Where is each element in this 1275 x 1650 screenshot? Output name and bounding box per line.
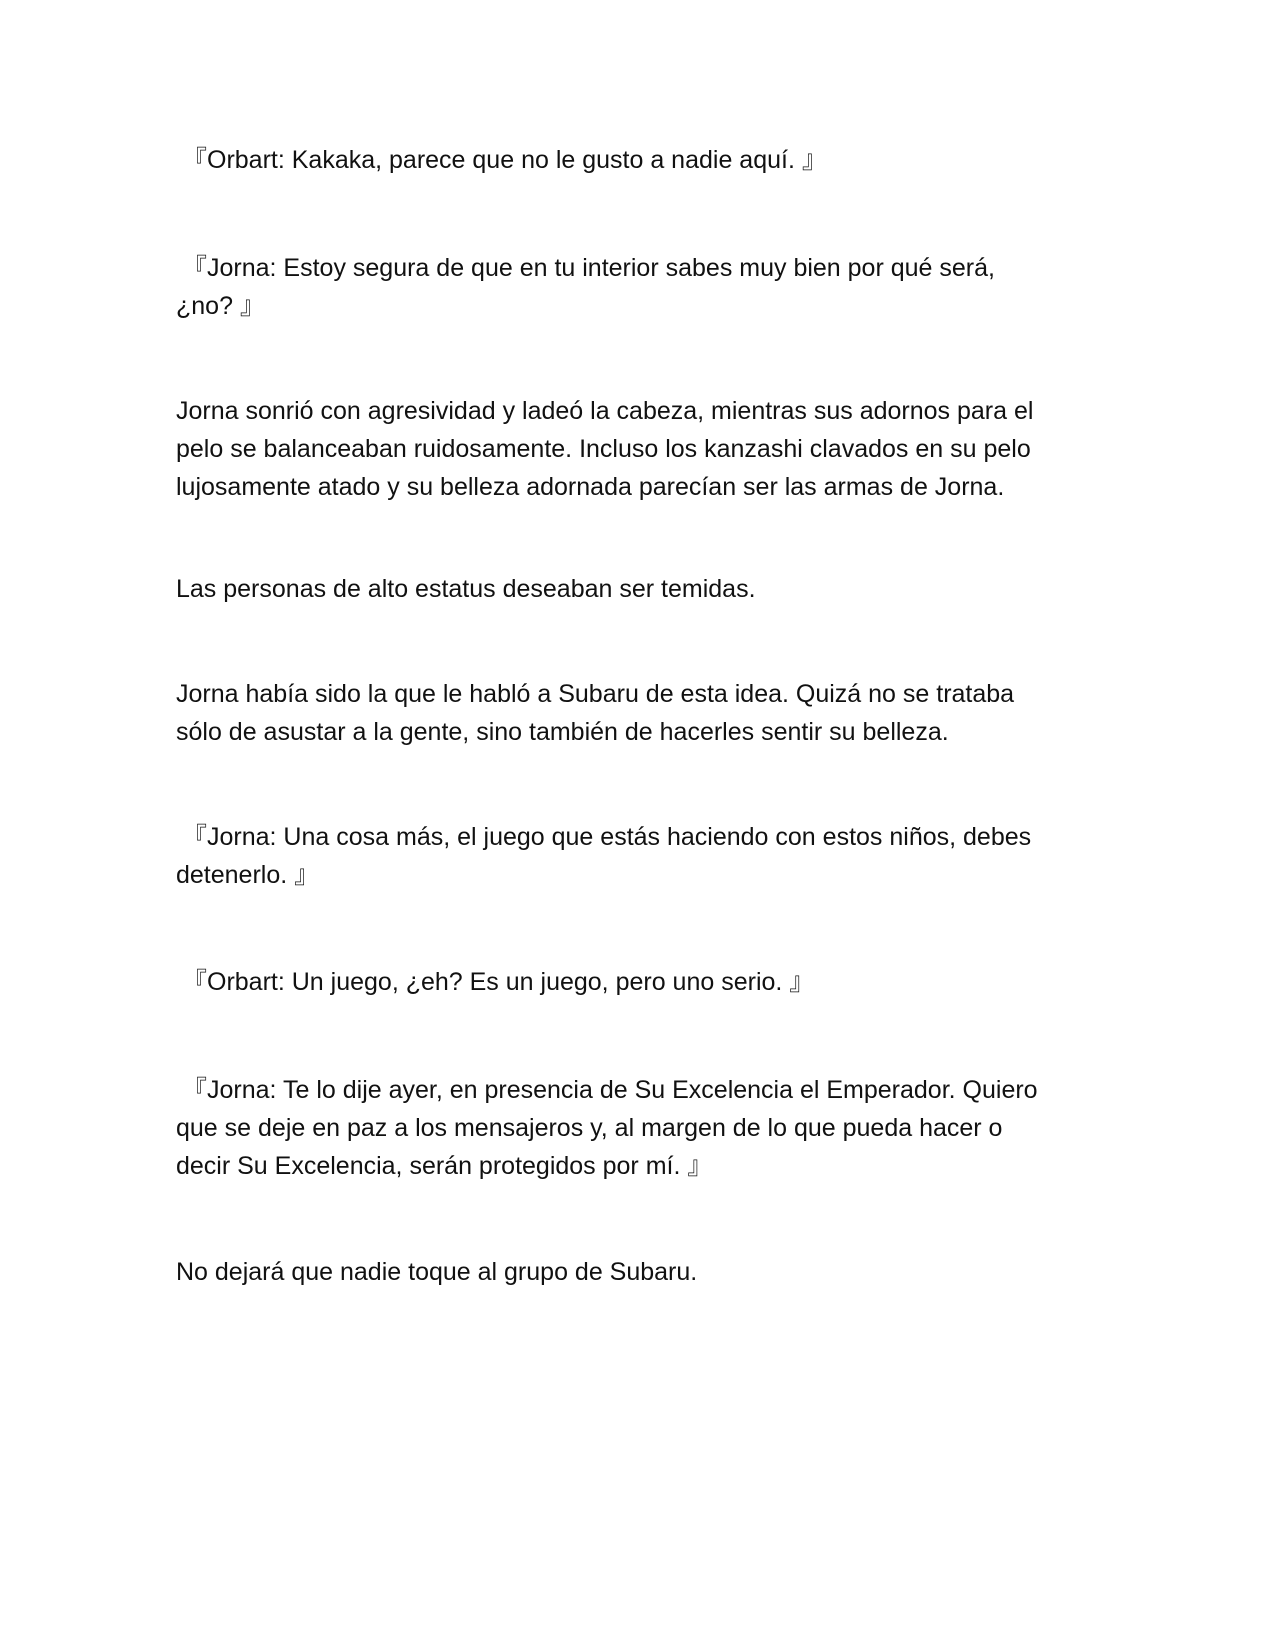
text-line: 『Jorna: Te lo dije ayer, en presencia de Su Excelencia el Emperador. Quiero bbox=[182, 1076, 1038, 1104]
text-line: Jorna sonrió con agresividad y ladeó la cabeza, mientras sus adornos para el bbox=[176, 397, 1034, 425]
paragraph-alto-estatus bbox=[176, 570, 1096, 608]
text-line: Jorna había sido la que le habló a Subaru de esta idea. Quizá no se trataba bbox=[176, 680, 1015, 708]
paragraph-grupo-subaru bbox=[176, 1253, 1096, 1291]
text-line: 『Orbart: Kakaka, parece que no le gusto a nadie aquí. 』 bbox=[182, 146, 827, 174]
paragraph-orbart-kakaka bbox=[176, 141, 1096, 179]
text-line: lujosamente atado y su belleza adornada parecían ser las armas de Jorna. bbox=[176, 473, 1005, 501]
text-line: 『Jorna: Una cosa más, el juego que estás haciendo con estos niños, debes bbox=[182, 823, 1032, 851]
text-line: ¿no? 』 bbox=[176, 292, 265, 320]
paragraph-jorna-emperador bbox=[176, 1071, 1096, 1185]
paragraph-jorna-segura bbox=[176, 249, 1096, 325]
paragraph-idea-subaru bbox=[176, 675, 1096, 751]
text-line: 『Jorna: Estoy segura de que en tu interior sabes muy bien por qué será, bbox=[182, 254, 995, 282]
text-line: pelo se balanceaban ruidosamente. Incluso los kanzashi clavados en su pelo bbox=[176, 435, 1031, 463]
text-line: que se deje en paz a los mensajeros y, al margen de lo que pueda hacer o bbox=[176, 1114, 1003, 1142]
text-line: sólo de asustar a la gente, sino también de hacerles sentir su belleza. bbox=[176, 718, 949, 746]
text-line: 『Orbart: Un juego, ¿eh? Es un juego, pero uno serio. 』 bbox=[182, 968, 815, 996]
text-line: No dejará que nadie toque al grupo de Subaru. bbox=[176, 1258, 698, 1286]
text-line: detenerlo. 』 bbox=[176, 861, 320, 889]
paragraph-orbart-juego-serio bbox=[176, 963, 1096, 1001]
text-line: decir Su Excelencia, serán protegidos por mí. 』 bbox=[176, 1152, 713, 1180]
text-line: Las personas de alto estatus deseaban ser temidas. bbox=[176, 575, 756, 603]
paragraph-jorna-sonrio bbox=[176, 392, 1096, 506]
paragraph-jorna-juego bbox=[176, 818, 1096, 894]
